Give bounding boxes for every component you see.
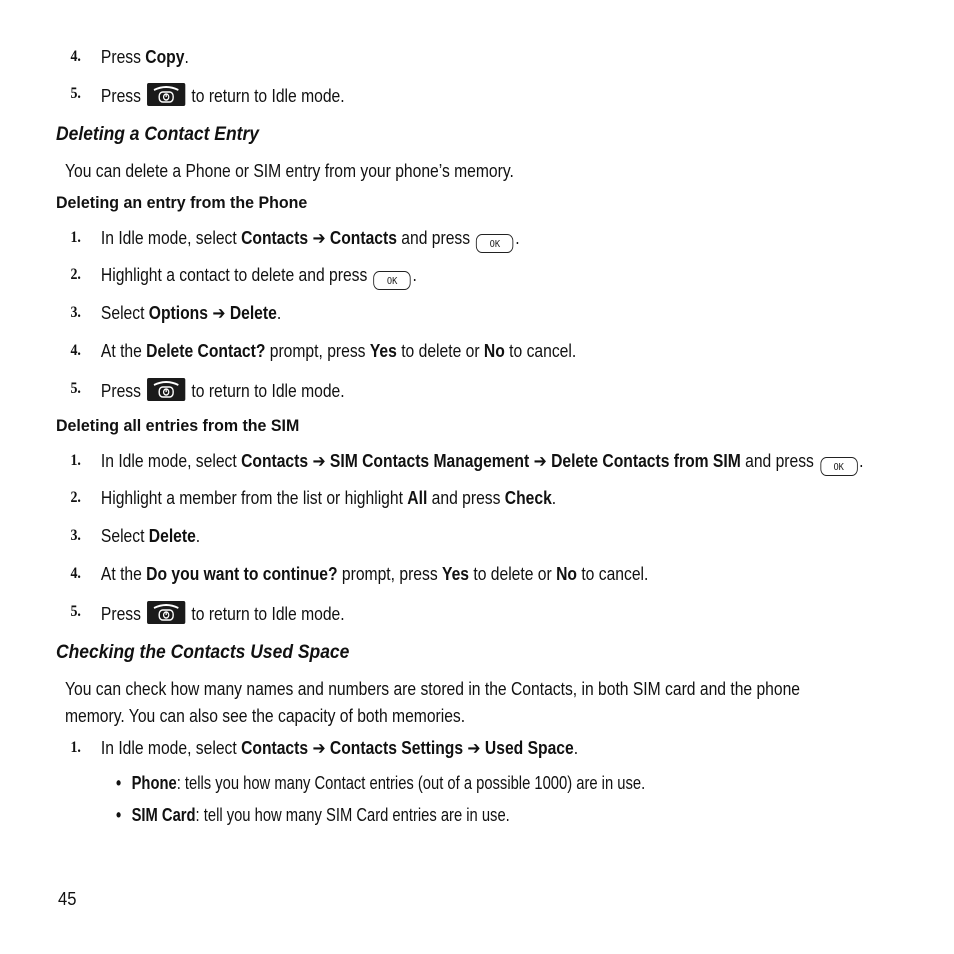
step-text: Select Delete. [100, 526, 201, 546]
end-key-icon [147, 378, 185, 401]
end-key-icon [147, 83, 185, 106]
ok-key-icon: OK [820, 457, 857, 476]
section-heading: Checking the Contacts Used Space [56, 642, 350, 663]
step-number: 2. [70, 489, 81, 506]
subsection-heading: Deleting all entries from the SIM [56, 416, 300, 435]
step-number: 4. [70, 565, 81, 582]
step-text: Select Options ➔ Delete. [100, 303, 282, 324]
section-heading: Deleting a Contact Entry [56, 124, 260, 145]
step-text: In Idle mode, select Contacts ➔ Contacts and press OK . [101, 227, 520, 253]
ok-key-icon: OK [476, 234, 513, 253]
step-number: 3. [70, 527, 81, 544]
page-number: 45 [58, 889, 77, 909]
section-intro-line1: You can check how many names and numbers are stored in the Contacts, in both SIM card and the phone [65, 679, 801, 699]
subsection-heading: Deleting an entry from the Phone [56, 193, 308, 212]
step-text: Press to return to Idle mode. [101, 378, 345, 402]
section-intro-line2: memory. You can also see the capacity of both memories. [65, 706, 466, 726]
step-text: Press Copy. [100, 47, 189, 67]
step-text: Highlight a contact to delete and press OK . [101, 264, 417, 290]
step-text: In Idle mode, select Contacts ➔ Contacts Settings ➔ Used Space. [100, 738, 579, 759]
ok-key-icon: OK [373, 271, 410, 290]
step-text: Highlight a member from the list or highlight All and press Check. [100, 488, 557, 508]
step-number: 1. [70, 739, 81, 756]
step-number: 5. [70, 380, 81, 397]
step-text: At the Do you want to continue? prompt, press Yes to delete or No to cancel. [100, 564, 649, 584]
step-number: 1. [70, 452, 81, 469]
step-text: In Idle mode, select Contacts ➔ SIM Contacts Management ➔ Delete Contacts from SIM and press OK . [101, 450, 864, 476]
step-number: 5. [70, 85, 81, 102]
step-text: Press to return to Idle mode. [101, 601, 345, 625]
step-number: 4. [70, 342, 81, 359]
step-text: At the Delete Contact? prompt, press Yes to delete or No to cancel. [100, 341, 577, 361]
step-number: 1. [70, 229, 81, 246]
step-number: 4. [70, 48, 81, 65]
bullet-dot: • [116, 805, 122, 825]
step-number: 3. [70, 304, 81, 321]
section-intro: You can delete a Phone or SIM entry from your phone’s memory. [65, 161, 514, 181]
step-number: 5. [70, 603, 81, 620]
end-key-icon [147, 601, 185, 624]
bullet-sim-card: • SIM Card: tell you how many SIM Card entries are in use. [116, 805, 510, 825]
bullet-dot: • [116, 773, 122, 793]
step-text: Press to return to Idle mode. [101, 83, 345, 107]
step-number: 2. [70, 266, 81, 283]
bullet-phone: • Phone: tells you how many Contact entries (out of a possible 1000) are in use. [116, 773, 646, 793]
